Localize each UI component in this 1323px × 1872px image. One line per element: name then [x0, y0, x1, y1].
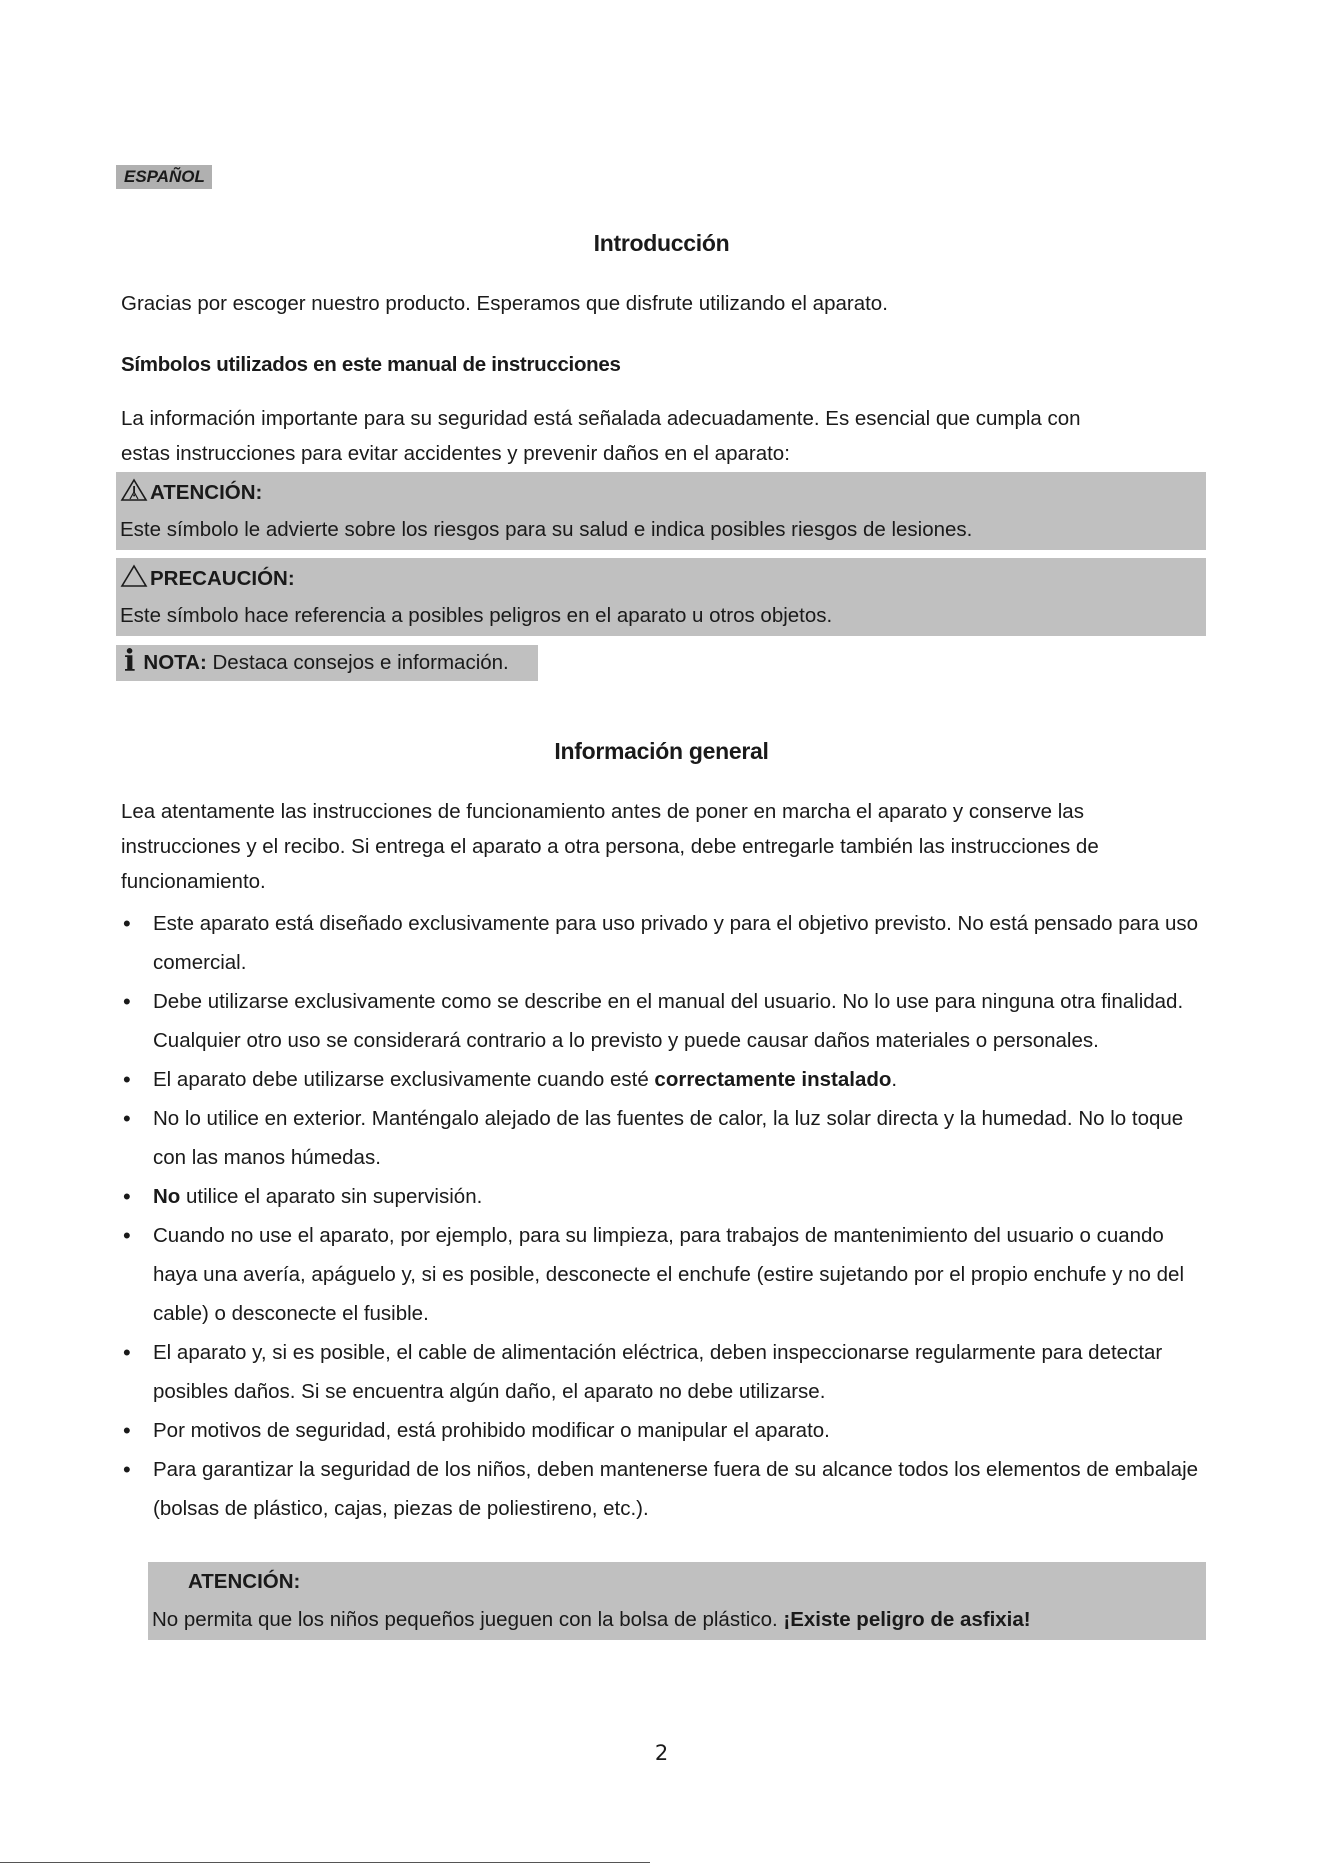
bullet-dot: •: [123, 1106, 131, 1131]
list-item: [121, 1099, 1206, 1177]
footer-divider: [0, 1862, 650, 1863]
bullet-emphasis: correctamente instalado: [654, 1068, 892, 1091]
caution-triangle-icon: [120, 564, 148, 588]
list-item: [121, 1177, 1206, 1216]
note-label: NOTA:: [143, 651, 207, 674]
general-intro-line1: Lea atentamente las instrucciones de funcionamiento antes de poner en marcha el aparato y conserve las: [121, 800, 1084, 823]
bullet-dot: •: [123, 1223, 131, 1248]
safety-bullet-list: [121, 904, 1206, 1528]
bullet-text: utilice el aparato sin supervisión.: [180, 1185, 483, 1208]
child-warning-emphasis: ¡Existe peligro de asfixia!: [783, 1608, 1031, 1631]
bullet-text: Debe utilizarse exclusivamente como se describe en el manual del usuario. No lo use para ninguna otra finalidad. Cualquier otro uso se considerará contrario a lo previsto y puede causar daños materiales o personales.: [153, 990, 1184, 1052]
note-box: [116, 645, 538, 681]
bullet-text: .: [891, 1068, 898, 1091]
list-item: [121, 904, 1206, 982]
caution-title: PRECAUCIÓN:: [150, 567, 295, 590]
symbols-intro-line1: La información importante para su seguridad está señalada adecuadamente. Es esencial que cumpla con: [121, 407, 1081, 430]
bullet-dot: •: [123, 1340, 131, 1365]
bullet-text: Cuando no use el aparato, por ejemplo, para su limpieza, para trabajos de mantenimiento del usuario o cuando haya una avería, apáguelo y, si es posible, desconecte el enchufe (estire sujetando por el propio enchufe y no del cable) o desconecte el fusible.: [153, 1224, 1184, 1325]
general-heading: Información general: [554, 738, 769, 764]
list-item: [121, 1333, 1206, 1411]
general-intro-line3: funcionamiento.: [121, 870, 266, 893]
list-item: [121, 1060, 1206, 1099]
list-item: [121, 1411, 1206, 1450]
bullet-dot: •: [123, 1457, 131, 1482]
intro-thanks-text: Gracias por escoger nuestro producto. Esperamos que disfrute utilizando el aparato.: [121, 292, 888, 315]
info-icon: i: [124, 644, 136, 679]
caution-box: [116, 558, 1206, 636]
list-item: [121, 1450, 1206, 1528]
child-warning-text: No permita que los niños pequeños jueguen con la bolsa de plástico.: [152, 1608, 784, 1631]
bullet-text: El aparato debe utilizarse exclusivamente cuando esté: [153, 1068, 655, 1091]
bullet-dot: •: [123, 911, 131, 936]
symbols-heading: Símbolos utilizados en este manual de instrucciones: [121, 353, 621, 376]
list-item: [121, 1216, 1206, 1333]
attention-text: Este símbolo le advierte sobre los riesgos para su salud e indica posibles riesgos de lesiones.: [120, 518, 973, 541]
language-tag: ESPAÑOL: [116, 165, 212, 189]
child-warning-box: [148, 1562, 1206, 1640]
note-text: Destaca consejos e información.: [206, 651, 509, 674]
bullet-text: Este aparato está diseñado exclusivamente para uso privado y para el objetivo previsto. No está pensado para uso comercial.: [153, 912, 1198, 974]
general-intro-text: [121, 794, 1211, 899]
bullet-dot: •: [123, 989, 131, 1014]
intro-heading: Introducción: [593, 230, 730, 256]
bullet-dot: •: [123, 1184, 131, 1209]
page-number: 2: [654, 1741, 669, 1765]
bullet-text: Por motivos de seguridad, está prohibido modificar o manipular el aparato.: [153, 1419, 830, 1442]
symbols-intro-line2: estas instrucciones para evitar accidentes y prevenir daños en el aparato:: [121, 442, 790, 465]
attention-box: [116, 472, 1206, 550]
bullet-text: No lo utilice en exterior. Manténgalo alejado de las fuentes de calor, la luz solar directa y la humedad. No lo toque con las manos húmedas.: [153, 1107, 1184, 1169]
list-item: [121, 982, 1206, 1060]
general-intro-line2: instrucciones y el recibo. Si entrega el aparato a otra persona, debe entregarle también las instrucciones de: [121, 835, 1099, 858]
caution-text: Este símbolo hace referencia a posibles peligros en el aparato u otros objetos.: [120, 604, 833, 627]
bullet-text: El aparato y, si es posible, el cable de alimentación eléctrica, deben inspeccionarse regularmente para detectar posibles daños. Si se encuentra algún daño, el aparato no debe utilizarse.: [153, 1341, 1163, 1403]
bullet-dot: •: [123, 1418, 131, 1443]
child-warning-title: ATENCIÓN:: [188, 1570, 301, 1593]
bullet-text: Para garantizar la seguridad de los niños, deben mantenerse fuera de su alcance todos los elementos de embalaje (bolsas de plástico, cajas, piezas de poliestireno, etc.).: [153, 1458, 1199, 1520]
warning-triangle-icon: [120, 478, 148, 502]
bullet-emphasis: No: [153, 1185, 181, 1208]
bullet-dot: •: [123, 1067, 131, 1092]
attention-title: ATENCIÓN:: [150, 481, 263, 504]
symbols-intro-text: [121, 401, 1211, 471]
